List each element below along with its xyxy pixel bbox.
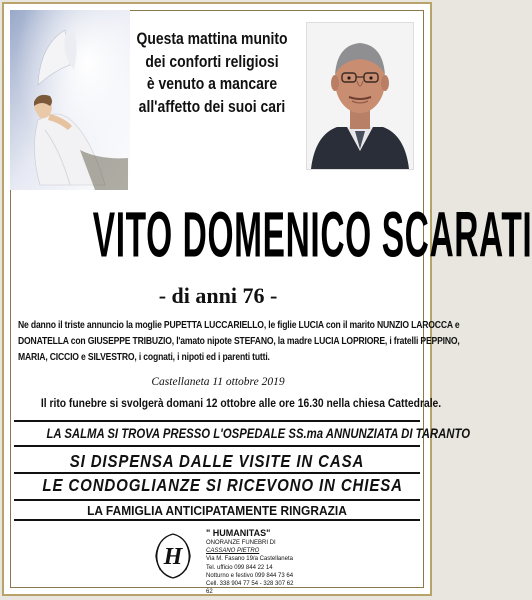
intro-line: dei conforti religiosi [145,51,279,71]
divider [14,420,420,422]
family-thanks: LA FAMIGLIA ANTICIPATAMENTE RINGRAZIA [87,503,347,518]
divider [14,472,420,474]
agency-address: Via M. Fasano 19/a Castellaneta [206,556,293,563]
intro-text [130,28,294,118]
divider [14,499,420,501]
intro-line: è venuto a mancare [146,74,278,93]
body-location-notice: LA SALMA SI TROVA PRESSO L'OSPEDALE SS.ma ANNUNZIATA DI TARANTO [46,426,471,441]
deceased-portrait [306,22,414,170]
divider [14,519,420,521]
logo-letter: H [163,544,183,570]
funeral-home-footer [148,528,294,596]
dateline: Castellaneta 11 ottobre 2019 [151,376,285,388]
agency-phone: Tel. ufficio 099 844 22 14 [206,564,273,571]
agency-mobile: Cell. 338 904 77 54 - 328 307 62 62 [206,581,294,596]
praying-angel-image [10,10,130,190]
no-home-visits-notice: SI DISPENSA DALLE VISITE IN CASA [69,451,365,471]
deceased-age: - di anni 76 - [158,283,278,308]
agency-subtitle: ONORANZE FUNEBRI DI [206,540,276,546]
announcement-text [18,318,460,366]
humanitas-logo-icon [148,530,198,582]
announcement-line: DONATELLA con GIUSEPPE TRIBUZIO, l'amato nipote STEFANO, la madre LUCIA LOPRIORE, i fratelli PEPPINO, [18,336,460,347]
announcement-line: Ne danno il triste annuncio la moglie PUPETTA LUCCARIELLO, le figlie LUCIA con il marito NUNZIO LAROCCA e [18,320,460,331]
announcement-line: MARIA, CICCIO e SILVESTRO, i cognati, i nipoti ed i parenti tutti. [18,352,270,363]
condolences-notice: LE CONDOGLIANZE SI RICEVONO IN CHIESA [42,475,403,495]
deceased-name: VITO DOMENICO SCARATI [92,199,532,271]
agency-owner: CASSANO PIETRO [206,548,260,555]
agency-name: " HUMANITAS" [206,528,271,538]
divider [14,445,420,447]
intro-line: Questa mattina munito [136,29,288,48]
agency-info [206,528,296,596]
agency-night-phone: Notturno e festivo 099 844 73 64 [206,572,294,579]
intro-line: all'affetto dei suoi cari [138,96,286,116]
funeral-details: Il rito funebre si svolgerà domani 12 ottobre alle ore 16.30 nella chiesa Cattedrale. [40,396,442,410]
